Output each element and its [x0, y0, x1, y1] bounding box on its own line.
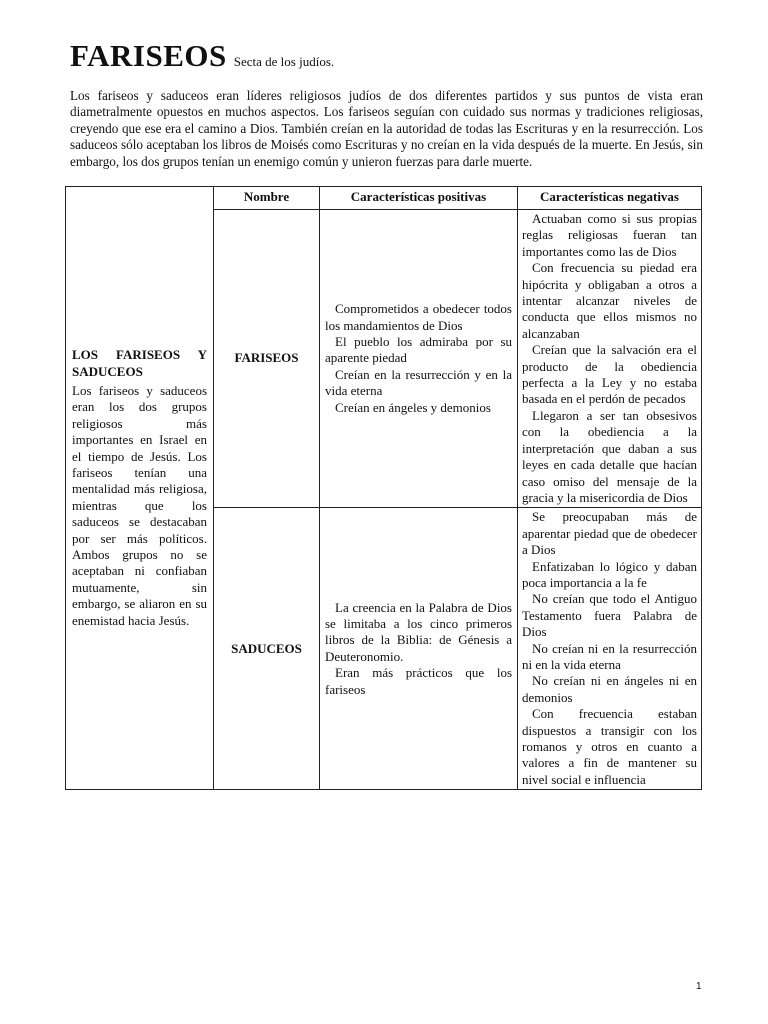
list-item: Creían en ángeles y demonios [335, 399, 491, 415]
list-item: Llegaron a ser tan obsesivos con la obediencia a la interpretación que daban a sus leyes en cada detalle que hacían caso omiso del mensaje de la gracia y la misericordia de Dios [522, 407, 697, 505]
list-item: Eran más prácticos que los fariseos [325, 665, 512, 697]
group-name-saduceos: SADUCEOS [214, 508, 320, 790]
list-item: El pueblo los admiraba por su aparente piedad [325, 334, 512, 366]
column-header-positivas: Características positivas [320, 187, 518, 210]
list-item: Con frecuencia su piedad era hipócrita y obligaban a otros a intentar alcanzar niveles de conducta que ellos mismos no alcanzaban [522, 260, 697, 341]
list-item: La creencia en la Palabra de Dios se limitaba a los cinco primeros libros de la Biblia: de Génesis a Deuteronomio. [325, 599, 512, 664]
negative-traits-fariseos [518, 210, 702, 508]
list-item: Comprometidos a obedecer todos los mandamientos de Dios [325, 301, 512, 333]
groups-description-cell [66, 187, 214, 790]
intro-paragraph: Los fariseos y saduceos eran líderes religiosos judíos de dos diferentes partidos y sus puntos de vista eran diametralmente opuestos en muchos aspectos. Los fariseos seguían con cuidado sus normas y tradiciones religiosas, creyendo que ese era el camino a Dios. También creían en la autoridad de todas las Escrituras y en la resurrección. Los saduceos sólo aceptaban los libros de Moisés como Escrituras y no creían en la vida después de la muerte. En Jesús, sin embargo, los dos grupos tenían un enemigo común y unieron fuerzas para darle muerte. [70, 88, 703, 169]
group-name-fariseos: FARISEOS [214, 210, 320, 508]
list-item: No creían ni en ángeles ni en demonios [522, 673, 697, 705]
page-number: 1 [696, 981, 702, 992]
table-header-row [66, 187, 702, 210]
list-item: Se preocupaban más de aparentar piedad que de obedecer a Dios [522, 509, 697, 558]
list-item: Creían en la resurrección y en la vida eterna [325, 366, 512, 399]
page-subtitle: Secta de los judíos. [233, 54, 335, 69]
list-item: Enfatizaban lo lógico y daban poca importancia a la fe [522, 558, 697, 590]
column-header-nombre: Nombre [214, 187, 320, 210]
column-header-negativas: Características negativas [518, 187, 702, 210]
comparison-table [65, 186, 702, 790]
groups-description: Los fariseos y saduceos eran los dos grupos religiosos más importantes en Israel en el tiempo de Jesús. Los fariseos tenían una mentalidad más religiosa, mientras que los saduceos se destacaban por ser más políticos. Ambos grupos no se aceptaban ni confiaban mutuamente, sin embargo, se aliaron en su enemistad hacia Jesús. [72, 382, 207, 628]
title-row [70, 38, 334, 74]
list-item: Con frecuencia estaban dispuestos a transigir con los romanos y otros en cuanto a valores a fin de mantener su nivel social e influencia [522, 706, 697, 787]
list-item: No creían que todo el Antiguo Testamento fuera Palabra de Dios [522, 591, 697, 640]
page-title: FARISEOS [70, 38, 227, 73]
negative-traits-saduceos [518, 508, 702, 790]
list-item: No creían ni en la resurrección ni en la vida eterna [522, 640, 697, 672]
list-item: Creían que la salvación era el producto de la obediencia perfecta a la Ley y no estaba basada en el perdón de pecados [522, 342, 697, 407]
positive-traits-saduceos [320, 508, 518, 790]
list-item: Actuaban como si sus propias reglas religiosas fueran tan importantes como las de Dios [522, 211, 697, 259]
positive-traits-fariseos [320, 210, 518, 508]
groups-heading: LOS FARISEOS Y SADUCEOS [72, 347, 207, 379]
